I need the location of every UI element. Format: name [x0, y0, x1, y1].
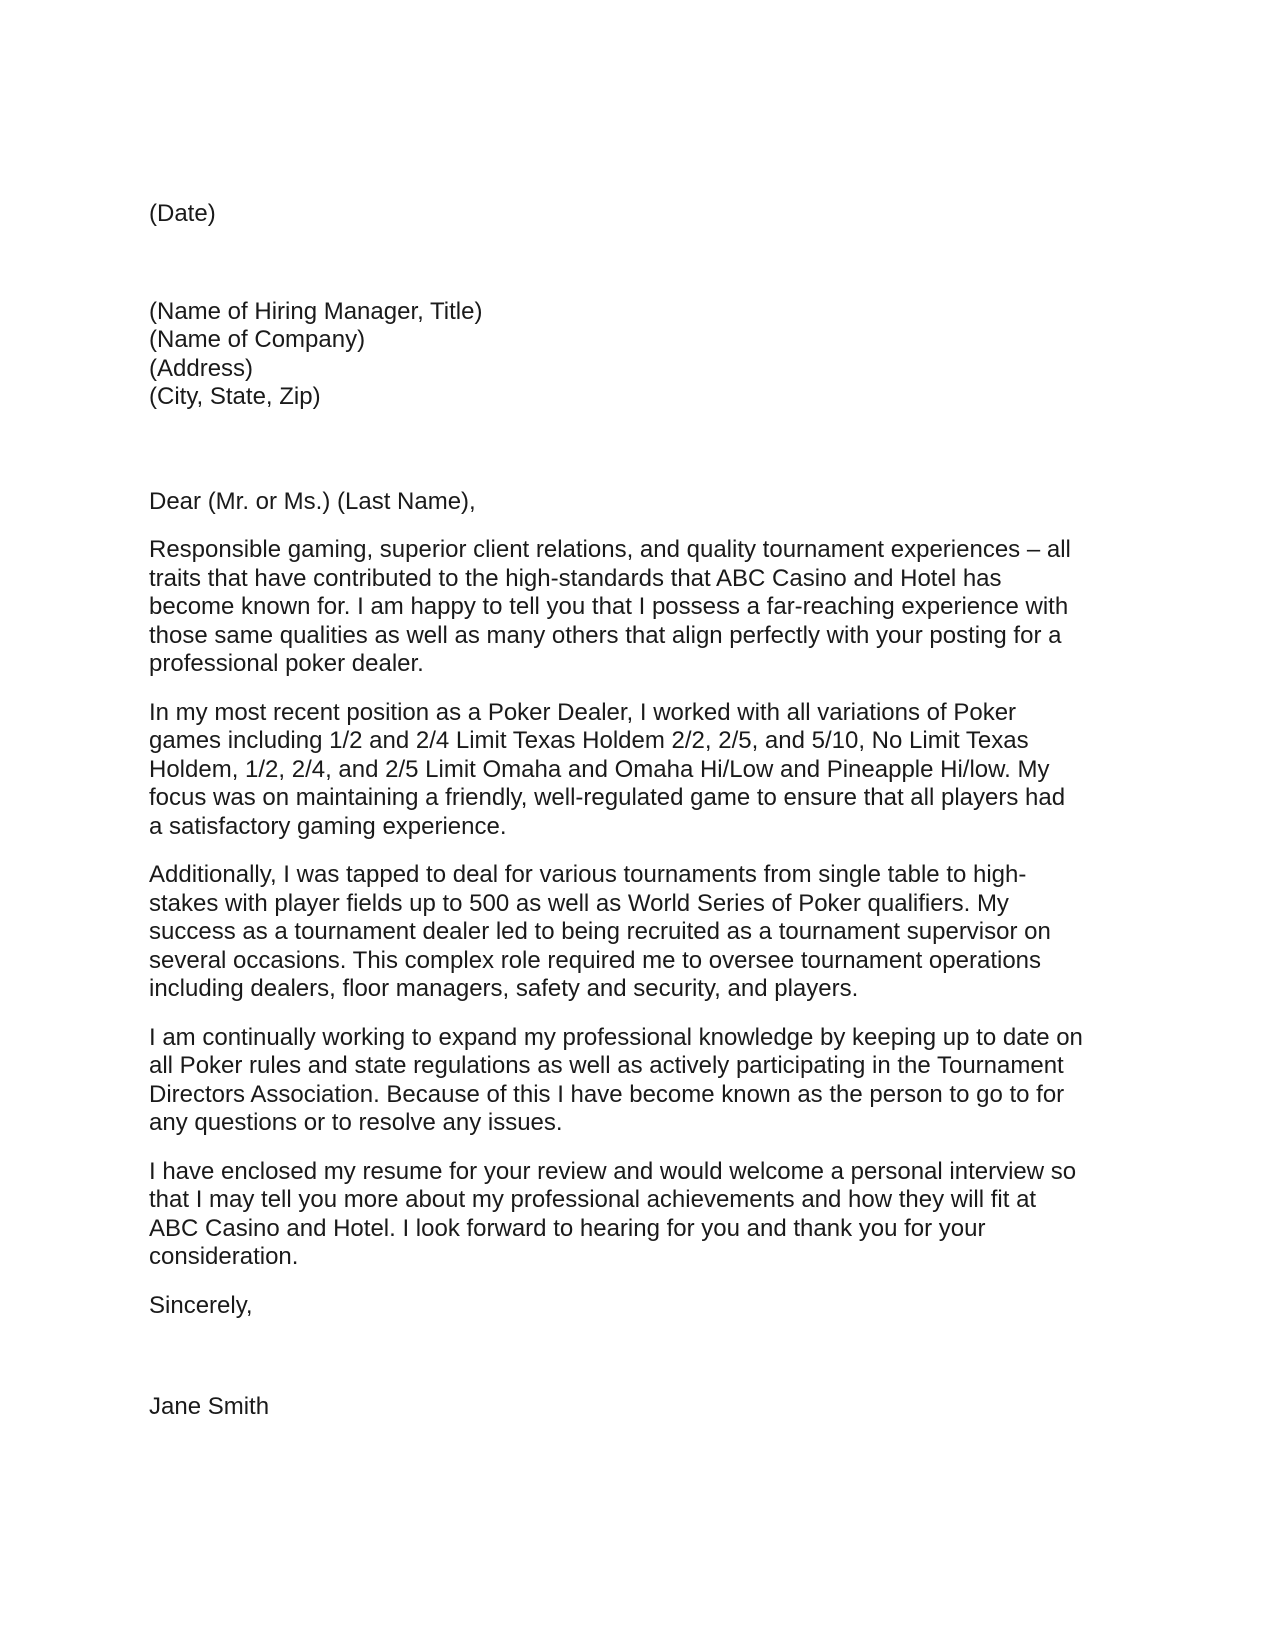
paragraph-closing [149, 1158, 1109, 1272]
paragraph-experience [149, 699, 1109, 842]
paragraph-line: games including 1/2 and 2/4 Limit Texas Holdem 2/2, 2/5, and 5/10, No Limit Texas [149, 727, 1029, 754]
paragraph-line: Responsible gaming, superior client relations, and quality tournament experiences – all [149, 536, 1071, 563]
paragraph-knowledge [149, 1024, 1109, 1138]
paragraph-line: including dealers, floor managers, safety and security, and players. [149, 975, 859, 1002]
paragraph-line: Directors Association. Because of this I have become known as the person to go to for [149, 1080, 1065, 1108]
paragraph-intro [149, 536, 1109, 679]
paragraph-line: success as a tournament dealer led to being recruited as a tournament supervisor on [149, 918, 1051, 945]
signature-name: Jane Smith [149, 1393, 270, 1420]
salutation: Dear (Mr. or Ms.) (Last Name), [149, 487, 476, 515]
recipient-name-title: (Name of Hiring Manager, Title) [149, 297, 483, 325]
paragraph-line: ABC Casino and Hotel. I look forward to hearing for you and thank you for your [149, 1214, 986, 1242]
paragraph-line: those same qualities as well as many others that align perfectly with your posting for a [149, 621, 1062, 649]
paragraph-line: traits that have contributed to the high-standards that ABC Casino and Hotel has [149, 564, 1002, 592]
cover-letter [149, 200, 1109, 1422]
recipient-company: (Name of Company) [149, 326, 366, 353]
recipient-address: (Address) [149, 354, 254, 382]
paragraph-line: In my most recent position as a Poker Dealer, I worked with all variations of Poker [149, 698, 1017, 726]
complimentary-close: Sincerely, [149, 1291, 253, 1319]
recipient-city-state-zip: (City, State, Zip) [149, 383, 321, 410]
paragraph-line: Additionally, I was tapped to deal for various tournaments from single table to high- [149, 861, 1027, 888]
paragraph-line: all Poker rules and state regulations as well as actively participating in the Tournament [149, 1052, 1064, 1079]
paragraph-line: stakes with player fields up to 500 as well as World Series of Poker qualifiers. My [149, 889, 1009, 917]
paragraph-line: consideration. [149, 1243, 299, 1270]
paragraph-line: several occasions. This complex role required me to oversee tournament operations [149, 946, 1042, 974]
paragraph-line: that I may tell you more about my professional achievements and how they will fit at [149, 1186, 1037, 1213]
paragraph-line: become known for. I am happy to tell you that I possess a far-reaching experience with [149, 593, 1069, 620]
paragraph-tournaments [149, 861, 1109, 1004]
letter-date: (Date) [149, 200, 216, 227]
paragraph-line: I am continually working to expand my professional knowledge by keeping up to date on [149, 1023, 1083, 1051]
paragraph-line: focus was on maintaining a friendly, well-regulated game to ensure that all players had [149, 784, 1066, 811]
paragraph-line: a satisfactory gaming experience. [149, 812, 507, 840]
paragraph-line: any questions or to resolve any issues. [149, 1109, 563, 1136]
paragraph-line: professional poker dealer. [149, 650, 424, 677]
paragraph-line: I have enclosed my resume for your review and would welcome a personal interview so [149, 1157, 1077, 1185]
recipient-address-block [149, 298, 1109, 412]
paragraph-line: Holdem, 1/2, 2/4, and 2/5 Limit Omaha and Omaha Hi/Low and Pineapple Hi/low. My [149, 755, 1050, 783]
